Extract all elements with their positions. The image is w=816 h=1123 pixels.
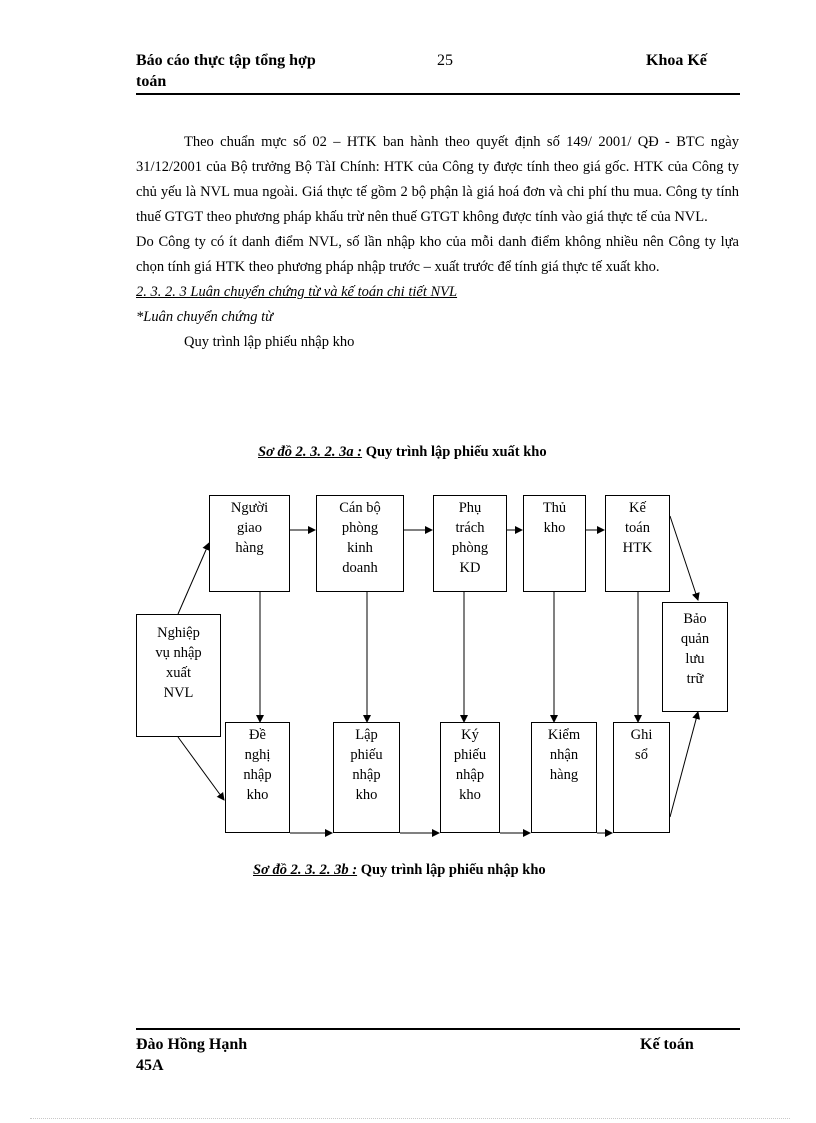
caption-bottom-number: Sơ đồ 2. 3. 2. 3b :: [253, 862, 358, 878]
footer-class: 45A: [136, 1057, 164, 1074]
caption-top-text: Quy trình lập phiếu xuất kho: [365, 444, 547, 460]
footer-author: Đào Hồng Hạnh: [136, 1036, 248, 1053]
box-bao-quan-label: Bảo quản lưu trữ: [680, 611, 710, 687]
header-title: Báo cáo thực tập tổng hợp: [136, 52, 316, 69]
box-can-bo: [316, 495, 404, 592]
paragraph-2: Do Công ty có ít danh điểm NVL, số lần nhập kho của mỗi danh điểm không nhiều nên Công ty lựa chọn tính giá HTK theo phương pháp nhập trước – xuất trước để tính giá thực tế xuất kho.: [136, 234, 739, 275]
arrow-nghiepvu-to-giao: [178, 543, 209, 614]
header-title-cont: toán: [136, 73, 167, 90]
paragraph-1: Theo chuẩn mực số 02 – HTK ban hành theo quyết định số 149/ 2001/ QĐ - BTC ngày 31/12/2001 của Bộ trưởng Bộ TàI Chính: HTK của Công ty được tính theo giá gốc. HTK của Công ty chủ yếu là NVL mua ngoài. Giá thực tế gồm 2 bộ phận là giá hoá đơn và chi phí thu mua. Công ty tính thuế GTGT theo phương pháp khấu trừ nên thuế GTGT không được tính vào giá thực tế của NVL.: [136, 134, 739, 225]
box-phu-trach: [433, 495, 507, 592]
box-thu-kho: [523, 495, 586, 592]
header-right: Khoa Kế: [646, 52, 707, 69]
footer-left: [136, 1034, 247, 1076]
box-thu-kho-label: Thủ kho: [542, 500, 567, 536]
box-ghi-so-label: Ghi sổ: [630, 727, 653, 763]
box-lap-phieu-label: Lập phiếu nhập kho: [350, 727, 383, 803]
caption-bottom-text: Quy trình lập phiếu nhập kho: [360, 862, 546, 878]
page-bottom-dots: [30, 1118, 790, 1119]
box-ghi-so: [613, 722, 670, 833]
box-de-nghi: [225, 722, 290, 833]
box-kiem-nhan-label: Kiểm nhận hàng: [547, 727, 581, 783]
box-kiem-nhan: [531, 722, 597, 833]
caption-top-number: Sơ đồ 2. 3. 2. 3a :: [258, 444, 363, 460]
box-bao-quan: [662, 602, 728, 712]
arrow-ghiso-to-baoquan: [670, 712, 698, 817]
section-heading: 2. 3. 2. 3 Luân chuyển chứng từ và kế toán chi tiết NVL: [136, 284, 458, 300]
box-ky-phieu-label: Ký phiếu nhập kho: [453, 727, 487, 803]
box-can-bo-label: Cán bộ phòng kinh doanh: [339, 500, 381, 576]
box-lap-phieu: [333, 722, 400, 833]
arrow-ketoan-to-baoquan: [670, 516, 698, 600]
footer-rule: [136, 1028, 740, 1030]
box-nguoi-giao-hang: [209, 495, 290, 592]
sub-heading: *Luân chuyển chứng từ: [136, 309, 274, 325]
intro-line: Quy trình lập phiếu nhập kho: [184, 334, 355, 350]
box-nguoi-giao-hang-label: Người giao hàng: [230, 500, 269, 556]
footer-right: Kế toán: [640, 1036, 694, 1053]
box-ke-toan-htk: [605, 495, 670, 592]
diagram-caption-bottom: [253, 862, 546, 879]
box-ke-toan-htk-label: Kế toán HTK: [622, 500, 653, 556]
box-phu-trach-label: Phụ trách phòng KD: [451, 500, 489, 576]
box-nghiep-vu: [136, 614, 221, 737]
page-number: 25: [437, 52, 453, 69]
box-ky-phieu: [440, 722, 500, 833]
arrow-nghiepvu-to-denghi: [178, 737, 224, 800]
box-nghiep-vu-label: Nghiệp vụ nhập xuất NVL: [155, 625, 202, 701]
box-de-nghi-label: Đề nghị nhập kho: [243, 727, 272, 803]
